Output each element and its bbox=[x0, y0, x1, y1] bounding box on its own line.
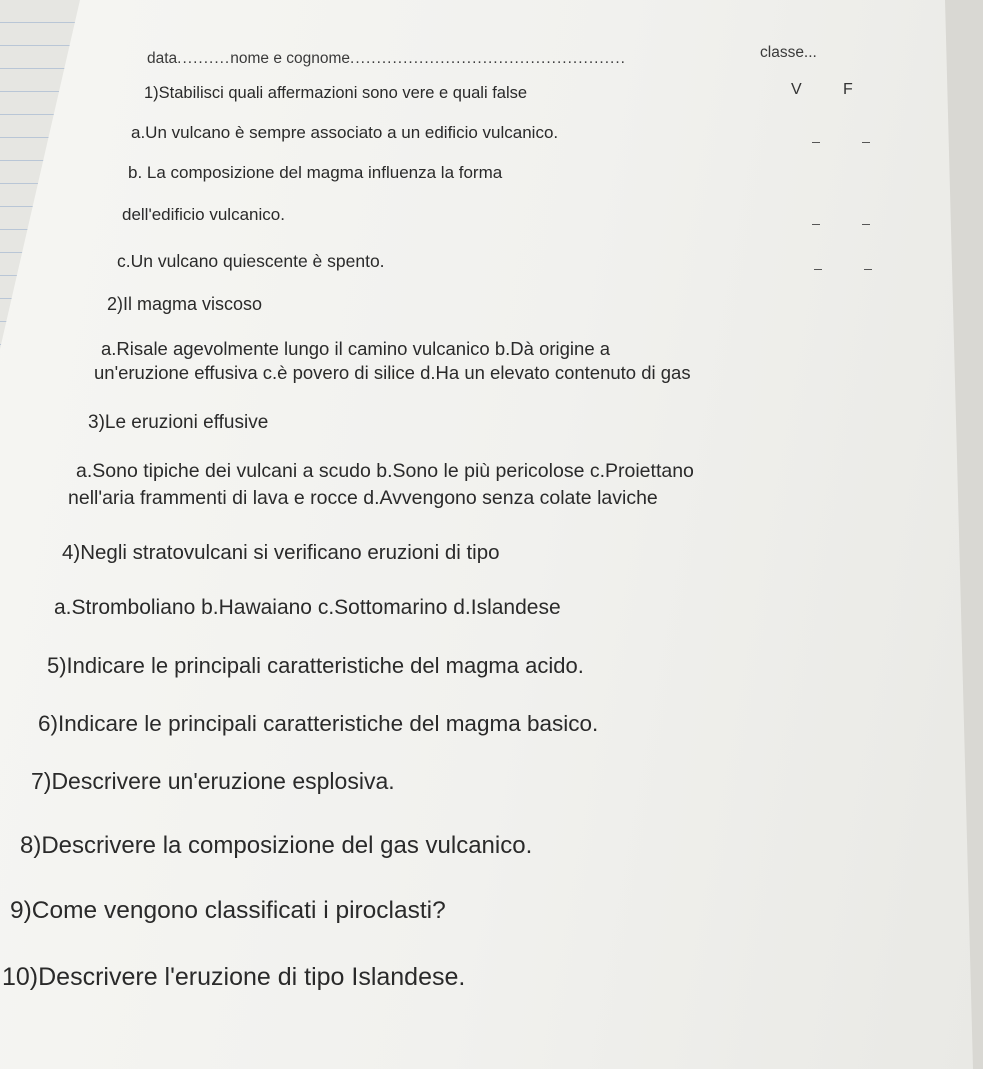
question-3-options-line-2: nell'aria frammenti di lava e rocce d.Avvengono senza colate laviche bbox=[68, 487, 658, 509]
false-answer-blank-b[interactable] bbox=[862, 224, 870, 225]
class-label: classe... bbox=[760, 44, 817, 61]
statement-b-line-1: b. La composizione del magma influenza la forma bbox=[128, 163, 503, 182]
question-3-title: 3)Le eruzioni effusive bbox=[88, 412, 269, 433]
true-answer-blank-c[interactable] bbox=[814, 269, 822, 270]
true-column-label: V bbox=[791, 81, 802, 98]
date-blank: .......... bbox=[177, 50, 231, 67]
question-8: 8)Descrivere la composizione del gas vulcanico. bbox=[20, 832, 533, 859]
question-10: 10)Descrivere l'eruzione di tipo Islandese. bbox=[2, 963, 466, 991]
name-label: nome e cognome bbox=[230, 50, 351, 67]
question-7: 7)Descrivere un'eruzione esplosiva. bbox=[31, 768, 395, 794]
false-column-label: F bbox=[843, 81, 853, 98]
question-2-title: 2)Il magma viscoso bbox=[107, 294, 263, 314]
question-9: 9)Come vengono classificati i piroclasti? bbox=[10, 897, 446, 924]
question-3-options-line-1: a.Sono tipiche dei vulcani a scudo b.Sono le più pericolose c.Proiettano bbox=[76, 460, 694, 482]
true-answer-blank-a[interactable] bbox=[812, 142, 820, 143]
question-1-title: 1)Stabilisci quali affermazioni sono vere e quali false bbox=[144, 84, 528, 102]
false-answer-blank-c[interactable] bbox=[864, 269, 872, 270]
statement-a: a.Un vulcano è sempre associato a un edificio vulcanico. bbox=[131, 123, 559, 142]
true-answer-blank-b[interactable] bbox=[812, 224, 820, 225]
question-2-options-line-1: a.Risale agevolmente lungo il camino vulcanico b.Dà origine a bbox=[101, 338, 611, 359]
header-line bbox=[147, 50, 626, 68]
question-4-options: a.Stromboliano b.Hawaiano c.Sottomarino d.Islandese bbox=[54, 596, 561, 619]
date-label: data bbox=[147, 50, 178, 67]
question-5: 5)Indicare le principali caratteristiche del magma acido. bbox=[47, 653, 584, 678]
statement-c: c.Un vulcano quiescente è spento. bbox=[117, 251, 385, 271]
name-blank: .................................................... bbox=[350, 50, 626, 67]
question-2-options-line-2: un'eruzione effusiva c.è povero di silice d.Ha un elevato contenuto di gas bbox=[94, 362, 691, 383]
question-6: 6)Indicare le principali caratteristiche del magma basico. bbox=[38, 711, 599, 736]
statement-b-line-2: dell'edificio vulcanico. bbox=[122, 205, 285, 224]
false-answer-blank-a[interactable] bbox=[862, 142, 870, 143]
question-4-title: 4)Negli stratovulcani si verificano eruzioni di tipo bbox=[62, 541, 500, 564]
